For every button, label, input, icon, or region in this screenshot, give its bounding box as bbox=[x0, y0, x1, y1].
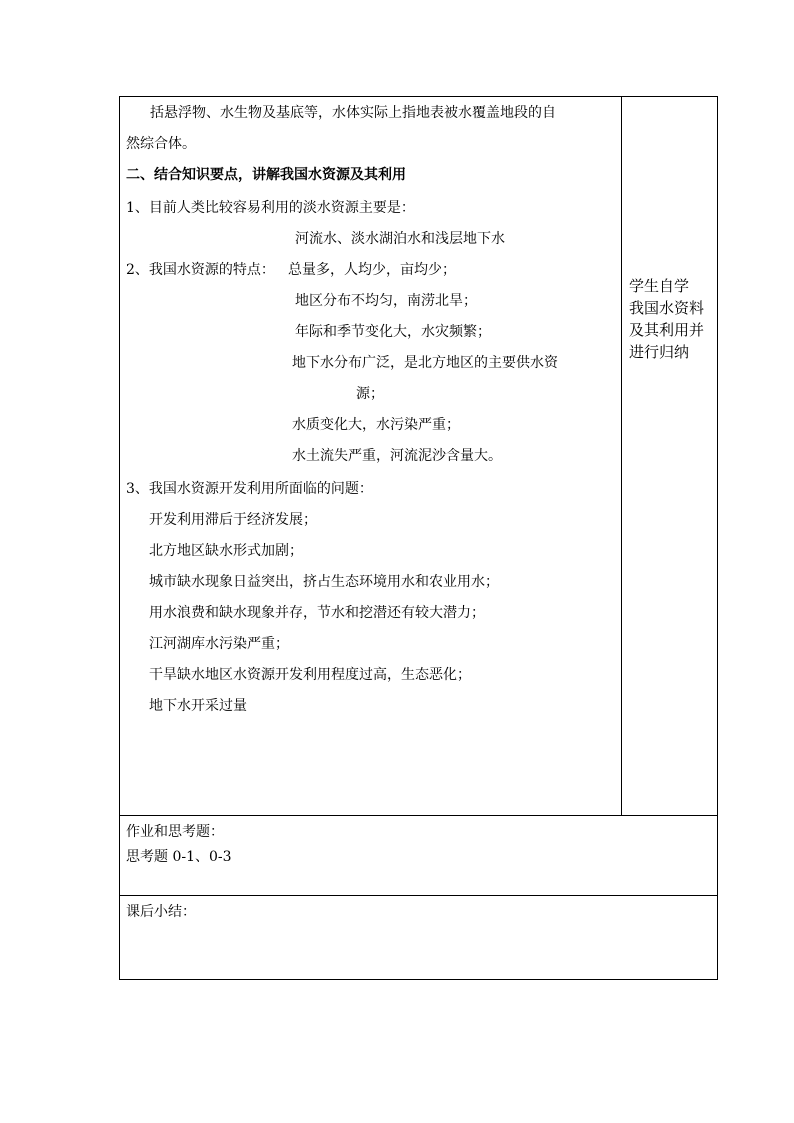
intro-line-2: 然综合体。 bbox=[126, 136, 196, 152]
note-line: 及其利用并 bbox=[629, 321, 705, 339]
feature-item: 地区分布不均匀，南涝北旱； bbox=[295, 293, 477, 309]
item-1-answer: 河流水、淡水湖泊水和浅层地下水 bbox=[295, 231, 505, 247]
feature-item: 水土流失严重，河流泥沙含量大。 bbox=[292, 448, 502, 464]
item-2-label: 2、我国水资源的特点： bbox=[126, 262, 275, 278]
note-line: 我国水资料 bbox=[629, 299, 705, 317]
problem-item: 北方地区缺水形式加剧； bbox=[149, 543, 303, 559]
problem-item: 地下水开采过量 bbox=[149, 698, 247, 714]
teaching-content-cell bbox=[120, 97, 622, 815]
summary-label: 课后小结： bbox=[126, 904, 196, 920]
note-line: 进行归纳 bbox=[629, 343, 690, 361]
student-activity-note bbox=[629, 275, 715, 363]
note-line: 学生自学 bbox=[629, 277, 690, 295]
homework-label: 作业和思考题： bbox=[126, 824, 224, 840]
lesson-table bbox=[119, 96, 718, 980]
feature-item: 总量多，人均少，亩均少； bbox=[288, 262, 456, 278]
section-heading: 二、结合知识要点，讲解我国水资源及其利用 bbox=[126, 167, 406, 183]
item-3-label: 3、我国水资源开发利用所面临的问题： bbox=[126, 481, 373, 497]
item-1-label: 1、目前人类比较容易利用的淡水资源主要是： bbox=[126, 200, 415, 216]
problem-item: 开发利用滞后于经济发展； bbox=[149, 512, 317, 528]
student-activity-cell bbox=[622, 97, 718, 815]
feature-item: 年际和季节变化大，水灾频繁； bbox=[295, 324, 491, 340]
homework-content: 思考题 0-1、0-3 bbox=[126, 849, 232, 865]
problem-item: 用水浪费和缺水现象并存，节水和挖潜还有较大潜力； bbox=[149, 605, 485, 621]
feature-item-continuation: 源； bbox=[356, 386, 384, 402]
homework-cell bbox=[120, 815, 717, 895]
summary-cell bbox=[120, 895, 717, 979]
problem-item: 江河湖库水污染严重； bbox=[149, 636, 289, 652]
feature-item: 地下水分布广泛，是北方地区的主要供水资 bbox=[292, 355, 558, 371]
problem-item: 干旱缺水地区水资源开发利用程度过高，生态恶化； bbox=[149, 667, 471, 683]
problem-item: 城市缺水现象日益突出，挤占生态环境用水和农业用水； bbox=[149, 574, 499, 590]
feature-item: 水质变化大，水污染严重； bbox=[292, 417, 460, 433]
intro-line-1: 括悬浮物、水生物及基底等，水体实际上指地表被水覆盖地段的自 bbox=[150, 105, 556, 121]
